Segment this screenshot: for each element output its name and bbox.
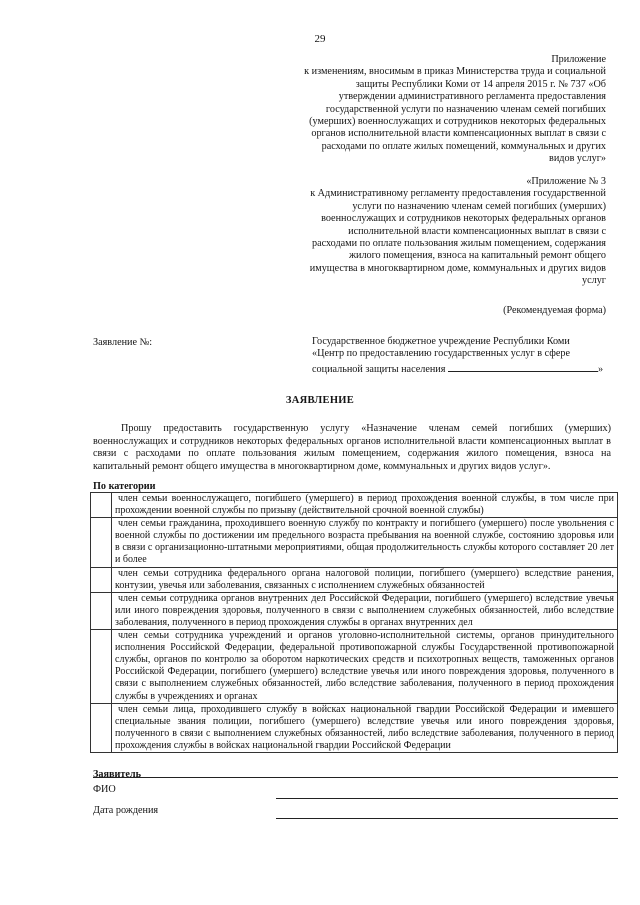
category-row bbox=[91, 630, 618, 704]
category-row bbox=[91, 518, 618, 567]
appendix-header-regulation bbox=[276, 176, 606, 288]
appendix-line: расходами по оплате пользования жилым помещением, содержания bbox=[311, 238, 606, 250]
page-number: 29 bbox=[314, 33, 326, 45]
appendix-line: органов исполнительной власти компенсационных выплат в связи с bbox=[311, 128, 606, 140]
document-title: ЗАЯВЛЕНИЕ bbox=[285, 395, 355, 406]
appendix-line: жилого помещения, взноса на капитальный ремонт общего bbox=[348, 250, 606, 262]
birth-date-input-line[interactable] bbox=[276, 818, 618, 819]
statement-number-label: Заявление №: bbox=[93, 337, 153, 348]
addressee-line-text: социальной защиты населения bbox=[312, 363, 446, 375]
addressee-line: «Центр по предоставлению государственных услуг в сфере bbox=[312, 348, 570, 360]
appendix-line: «Приложение № 3 bbox=[526, 176, 606, 187]
category-text: член семьи сотрудника учреждений и органов уголовно-исполнительной системы, органов принудительного исполнения Российской Федерации, федеральной противопожарной службы Государственной противопожарной службы, органов по контролю за оборотом наркотических средств и психотропных веществ, таможенных органов Российской Федерации, погибшего (умершего) вследствие увечья или иного повреждения здоровья, полученного в связи с выполнением служебных обязанностей, либо вследствие заболевания, полученного в период прохождения службы в учреждениях и органах bbox=[112, 630, 618, 704]
request-paragraph: Прошу предоставить государственную услугу «Назначение членам семей погибших (умерших) военнослужащих и сотрудников некоторых федеральных органов исполнительной власти компенсационных выплат в связи с расходами по оплате пользования жилым помещением, содержания жилого помещения, взноса на капитальный ремонт общего имущества в многоквартирном доме, коммунальных и других видов услуг». bbox=[93, 423, 611, 472]
category-row bbox=[91, 493, 618, 518]
appendix-line: утверждении административного регламента предоставления bbox=[338, 91, 606, 103]
appendix-line: (умерших) военнослужащих и сотрудников некоторых федеральных bbox=[309, 116, 606, 128]
category-row bbox=[91, 592, 618, 629]
fio-label: ФИО bbox=[93, 784, 116, 795]
category-row bbox=[91, 703, 618, 752]
appendix-line: государственной услуги по назначению членам семей погибших bbox=[325, 103, 606, 115]
appendix-line: видов услуг» bbox=[549, 153, 606, 165]
appendix-line: услуг bbox=[582, 275, 606, 287]
recommended-form-note: (Рекомендуемая форма) bbox=[503, 305, 606, 316]
addressee-block bbox=[312, 336, 610, 376]
category-text: член семьи сотрудника федерального органа налоговой полиции, погибшего (умершего) вследствие ранения, контузии, увечья или заболевания, связанных с исполнением служебных обязанностей bbox=[112, 567, 618, 592]
addressee-line bbox=[312, 361, 610, 376]
appendix-line: к изменениям, вносимым в приказ Министерства труда и социальной bbox=[304, 66, 606, 78]
fio-input-line[interactable] bbox=[276, 798, 618, 799]
appendix-line: военнослужащих и сотрудников некоторых федеральных органов bbox=[321, 213, 606, 225]
appendix-line: расходами по оплате жилых помещений, коммунальных и других bbox=[321, 140, 606, 152]
appendix-line: исполнительной власти компенсационных выплат в связи с bbox=[348, 225, 606, 237]
category-checkbox-cell[interactable] bbox=[91, 592, 112, 629]
category-table bbox=[90, 492, 618, 753]
appendix-line: защиты Республики Коми от 14 апреля 2015 г. № 737 «Об bbox=[355, 78, 606, 90]
addressee-closing-quote: » bbox=[597, 363, 604, 375]
category-text: член семьи сотрудника органов внутренних дел Российской Федерации, погибшего (умершего) вследствие увечья или иного повреждения здоровья, полученного в связи с выполнением служебных обязанностей, либо вследствие заболевания, полученного в период прохождения службы в органах внутренних дел bbox=[112, 592, 618, 629]
category-text: член семьи военнослужащего, погибшего (умершего) в период прохождения военной службы, в том числе при прохождении военной службы по призыву (действительной срочной военной службы) bbox=[112, 493, 618, 518]
category-text: член семьи гражданина, проходившего военную службу по контракту и погибшего (умершего) после увольнения с военной службы по достижении им предельного возраста пребывания на военной службе, состоянию здоровья или в связи с организационно-штатными мероприятиями, общая продолжительность службы которого составляет 20 лет и более bbox=[112, 518, 618, 567]
category-checkbox-cell[interactable] bbox=[91, 567, 112, 592]
applicant-heading: Заявитель bbox=[93, 769, 141, 780]
addressee-blank-field[interactable] bbox=[448, 361, 598, 372]
category-checkbox-cell[interactable] bbox=[91, 703, 112, 752]
category-checkbox-cell[interactable] bbox=[91, 493, 112, 518]
appendix-line: имущества в многоквартирном доме, коммунальных и других видов bbox=[309, 262, 606, 274]
addressee-line: Государственное бюджетное учреждение Республики Коми bbox=[312, 336, 570, 347]
appendix-line: услуги по назначению членам семей погибших (умерших) bbox=[352, 200, 606, 212]
category-checkbox-cell[interactable] bbox=[91, 518, 112, 567]
appendix-line: Приложение bbox=[551, 54, 606, 65]
category-heading: По категории bbox=[93, 481, 156, 492]
appendix-header-amendment bbox=[276, 54, 606, 166]
applicant-underline bbox=[93, 777, 618, 778]
category-row bbox=[91, 567, 618, 592]
category-checkbox-cell[interactable] bbox=[91, 630, 112, 704]
category-text: член семьи лица, проходившего службу в войсках национальной гвардии Российской Федерации и имевшего специальные звания полиции, погибшего (умершего) вследствие увечья или иного повреждения здоровья, полученного в связи с выполнением служебных обязанностей, либо вследствие заболевания, полученного в период прохождения службы в войсках национальной гвардии Российской Федерации bbox=[112, 703, 618, 752]
birth-date-label: Дата рождения bbox=[93, 805, 159, 816]
appendix-line: к Административному регламенту предоставления государственной bbox=[310, 188, 606, 200]
